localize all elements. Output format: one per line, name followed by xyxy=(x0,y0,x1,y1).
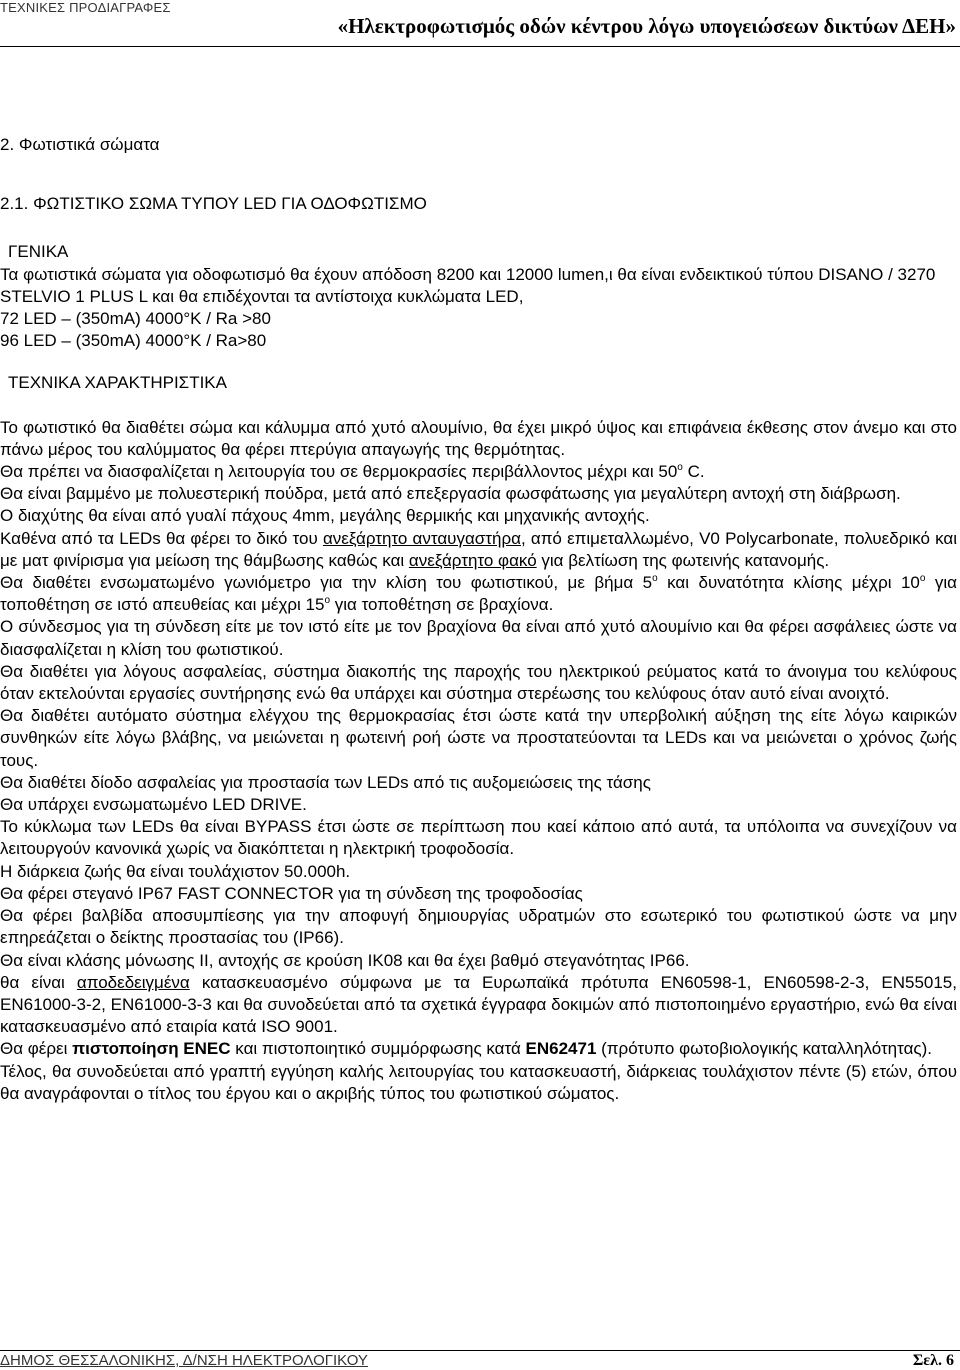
subsection-heading: 2.1. ΦΩΤΙΣΤΙΚΟ ΣΩΜΑ ΤΥΠΟΥ LED ΓΙΑ ΟΔΟΦΩΤΙΣΜΟ xyxy=(0,194,427,214)
paragraph-bypass: Το κύκλωμα των LEDs θα είναι BYPASS έτσι ώστε σε περίπτωση που καεί κάποιο από αυτά, τα υπόλοιπα να συνεχίζουν να λειτουργούν κανονικά χωρίς να διακόπτεται η ηλεκτρική τροφοδοσία. xyxy=(0,817,957,859)
paragraph-coating: Θα είναι βαμμένο με πολυεστερική πούδρα, μετά από επεξεργασία φωσφάτωσης για μεγαλύτερη αντοχή στη διάβρωση. xyxy=(0,484,901,504)
paragraph-body-material: Το φωτιστικό θα διαθέτει σώμα και κάλυμμα από χυτό αλουμίνιο, θα έχει μικρό ύψος και επιφάνεια έκθεσης στον άνεμο και στο πάνω μέρος του καλύμματος θα φέρει πτερύγια απαγωγής της θερμότητας. xyxy=(0,417,957,459)
bold-enec: πιστοποίηση ENEC xyxy=(72,1039,231,1059)
header-section-label: ΤΕΧΝΙΚΕΣ ΠΡΟΔΙΑΓΡΑΦΕΣ xyxy=(0,0,171,15)
paragraph-connector: Ο σύνδεσμος για τη σύνδεση είτε με τον ιστό είτε με τον βραχίονα θα είναι από χυτό αλουμίνιο και θα φέρει ασφάλειες ώστε να διασφαλίζεται η κλίση του φωτιστικού. xyxy=(0,617,957,659)
paragraph-lifetime: Η διάρκεια ζωής θα είναι τουλάχιστον 50.000h. xyxy=(0,861,351,881)
paragraph-standards: θα είναι αποδεδειγμένα κατασκευασμένο σύμφωνα με τα Ευρωπαϊκά πρότυπα ΕΝ60598-1, ΕΝ60598-2-3, ΕΝ55015, ΕΝ61000-3-2, ΕΝ61000-3-3 και θα συνοδεύεται από τα σχετικά έγγραφα δοκιμών από πιστοποιημένο εργαστήριο, ενώ θα είναι κατασκευασμένο από εταιρία κατά ISO 9001. xyxy=(0,972,957,1037)
paragraph-surge-diode: Θα διαθέτει δίοδο ασφαλείας για προστασία των LEDs από τις αυξομειώσεις της τάσης xyxy=(0,772,651,792)
header-divider xyxy=(0,46,960,47)
paragraph-led-driver: Θα υπάρχει ενσωματωμένο LED DRIVE. xyxy=(0,795,307,815)
paragraph-temperature: Θα πρέπει να διασφαλίζεται η λειτουργία του σε θερμοκρασίες περιβάλλοντος μέχρι και $50^o$ C. xyxy=(0,462,705,482)
paragraph-ip67-connector: Θα φέρει στεγανό IP67 FAST CONNECTOR για τη σύνδεση της τροφοδοσίας xyxy=(0,883,583,903)
paragraph-tilt: Θα διαθέτει ενσωματωμένο γωνιόμετρο για την κλίση του φωτιστικού, με βήμα $5^o$ και δυνατότητα κλίσης μέχρι $10^o$ για τοποθέτηση σε ιστό απευθείας και μέχρι $15^o$ για τοποθέτηση σε βραχίονα. xyxy=(0,573,958,615)
paragraph-insulation: Θα είναι κλάσης μόνωσης ΙΙ, αντοχής σε κρούση ΙΚ08 και θα έχει βαθμό στεγανότητας IP66. xyxy=(0,950,690,970)
underlined-reflector: ανεξάρτητο ανταυγαστήρα xyxy=(322,528,521,548)
footer-divider xyxy=(0,1350,960,1351)
general-paragraph: Τα φωτιστικά σώματα για οδοφωτισμό θα έχουν απόδοση 8200 και 12000 lumen,ι θα είναι ενδεικτικού τύπου DISANO / 3270 STELVIO 1 PLUS L και θα επιδέχονται τα αντίστοιχα κυκλώματα LED, xyxy=(0,264,936,306)
general-heading: ΓΕΝΙΚΑ xyxy=(8,242,69,262)
underlined-proven: αποδεδειγμένα xyxy=(76,972,190,992)
page-number: Σελ. 6 xyxy=(912,1352,954,1369)
paragraph-warranty: Τέλος, θα συνοδεύεται από γραπτή εγγύηση καλής λειτουργίας του κατασκευαστή, διάρκειας τουλάχιστον πέντε (5) ετών, όπου θα αναγράφονται ο τίτλος του έργου και ο ακριβής τύπος του φωτιστικού σώματος. xyxy=(0,1061,957,1103)
paragraph-diffuser: Ο διαχύτης θα είναι από γυαλί πάχους 4mm, μεγάλης θερμικής και μηχανικής αντοχής. xyxy=(0,506,650,526)
paragraph-valve: Θα φέρει βαλβίδα αποσυμπίεσης για την αποφυγή δημιουργίας υδρατμών στο εσωτερικό του φωτιστικού ώστε να μην επηρεάζεται ο δείκτης προστασίας του (IP66). xyxy=(0,906,957,948)
paragraph-reflector: Καθένα από τα LEDs θα φέρει το δικό του ανεξάρτητο ανταυγαστήρα, από επιμεταλλωμένο, V0 Polycarbonate, πολυεδρικό και με ματ φινίρισμα για μείωση της θάμβωσης καθώς και ανεξάρτητο φακό για βελτίωση της φωτεινής κατανομής. xyxy=(0,528,957,570)
paragraph-safety-cutoff: Θα διαθέτει για λόγους ασφαλείας, σύστημα διακοπής της παροχής του ηλεκτρικού ρεύματος κατά το άνοιγμα του κελύφους όταν εκτελούνται εργασίες συντήρησης ενώ θα υπάρχει και σύστημα στερέωσης του κελύφους όταν αυτό είναι ανοιχτό. xyxy=(0,661,957,704)
led-spec-72: 72 LED – (350mA) 4000°K / Ra >80 xyxy=(0,309,271,329)
bold-en62471: EN62471 xyxy=(525,1039,597,1059)
underlined-lens: ανεξάρτητο φακό xyxy=(408,550,537,570)
section-heading: 2. Φωτιστικά σώματα xyxy=(0,135,160,154)
paragraph-certification: Θα φέρει πιστοποίηση ENEC και πιστοποιητικό συμμόρφωσης κατά EN62471 (πρότυπο φωτοβιολογικής καταλληλότητας). xyxy=(0,1039,932,1059)
paragraph-thermal-control: Θα διαθέτει αυτόματο σύστημα ελέγχου της θερμοκρασίας έτσι ώστε κατά την υπερβολική αύξηση της είτε λόγω καιρικών συνθηκών είτε λόγω βλάβης, να μειώνεται η φωτεινή ροή ώστε να προστατεύονται τα LEDs και να μειώνεται ο χρόνος ζωής τους. xyxy=(0,706,957,770)
footer-organization: ΔΗΜΟΣ ΘΕΣΣΑΛΟΝΙΚΗΣ, Δ/ΝΣΗ ΗΛΕΚΤΡΟΛΟΓΙΚΟΥ xyxy=(0,1352,368,1369)
technical-heading: ΤΕΧΝΙΚΑ ΧΑΡΑΚΤΗΡΙΣΤΙΚΑ xyxy=(8,373,227,393)
led-spec-96: 96 LED – (350mA) 4000°K / Ra>80 xyxy=(0,331,267,351)
document-body xyxy=(0,134,957,1105)
header-project-title: «Ηλεκτροφωτισμός οδών κέντρου λόγω υπογειώσεων δικτύων ΔΕΗ» xyxy=(337,14,956,38)
